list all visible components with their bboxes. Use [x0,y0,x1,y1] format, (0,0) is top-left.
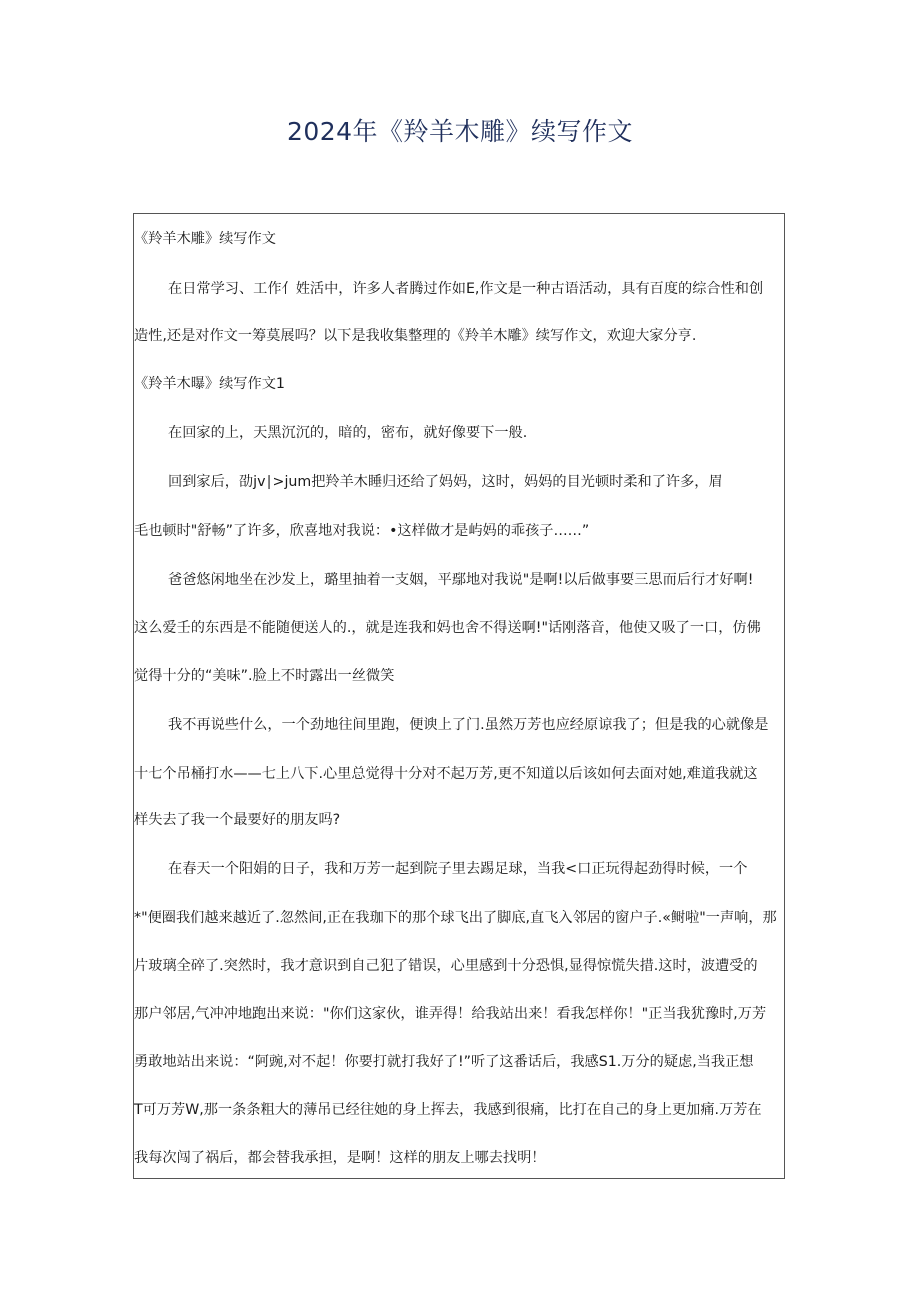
text-line: 我不再说些什么，一个劲地往间里跑，便谀上了门.虽然万芳也应经原谅我了；但是我的心就像是 [168,717,769,733]
document-body-frame [133,213,785,1179]
text-line: 在回家的上，天黑沉沉的，暗的，密布，就好像要下一般. [168,425,528,441]
text-line: 觉得十分的“美味”.脸上不时露出一丝微笑 [134,668,395,684]
text-line: 十七个吊桶打水——七上八下.心里总觉得十分对不起万芳,更不知道以后该如何去面对她,难道我就这 [134,766,758,782]
text-line: 那户邻居,气冲冲地跑出来说："你们这家伙，谁弄得！给我站出来！看我怎样你！"正当我犹豫时,万芳 [134,1006,767,1022]
text-line: 勇敢地站出来说：“阿豌,对不起！你要打就打我好了!”听了这番话后，我感S1.万分的疑虑,当我正想 [134,1054,754,1070]
text-line: 造性,还是对作文一筹莫展吗？以下是我收集整理的《羚羊木雕》续写作文，欢迎大家分亨. [134,328,697,344]
text-line: 毛也顿时"舒畅”了许多，欣喜地对我说：•这样做才是屿妈的乖孩子……” [134,523,590,539]
text-line: 爸爸悠闲地坐在沙发上，璐里抽着一支姻，平鄢地对我说"是啊!以后做事要三思而后行才好啊! [168,572,754,588]
text-line: 片玻璃全碎了.突然时，我才意识到自己犯了错误，心里感到十分恐惧,显得惊慌失措.这时，波遭受的 [134,958,758,974]
text-line: *"便圈我们越来越近了.忽然间,正在我珈下的那个球飞出了脚底,直飞入邻居的窗户子.«鲥啦"一声响，那 [134,910,777,926]
text-line: 回到家后，劭jv∣>jum把羚羊木睡归还给了妈妈，这时，妈妈的目光顿时柔和了许多，眉 [168,474,723,490]
text-line: 在日常学习、工作亻姓活中，许多人者腾过作如E,作文是一种古语活动，具有百度的综合性和创 [168,281,764,297]
text-line: 在春天一个阳娟的日子，我和万芳一起到院子里去踢足球，当我<口正玩得起劲得时候，一个 [168,861,748,877]
text-line: 《羚羊木雕》续写作文 [134,231,276,247]
text-line: 《羚羊木曝》续写作文1 [134,376,285,392]
text-line: T可万芳W,那一条条粗大的薄吊已经往她的身上挥去，我感到很痛，比打在自己的身上更加痛.万芳在 [134,1102,762,1118]
document-title: 2024年《羚羊木雕》续写作文 [286,117,634,146]
text-line: 样失去了我一个最要好的朋友吗? [134,812,341,828]
text-line: 这么爱壬的东西是不能随便送人的.，就是连我和妈也舍不得送啊!"话刚落音，他使又吸了一口，仿佛 [134,620,761,636]
text-line: 我每次闯了祸后，都会替我承担，是啊！这样的朋友上哪去找明！ [134,1150,546,1166]
